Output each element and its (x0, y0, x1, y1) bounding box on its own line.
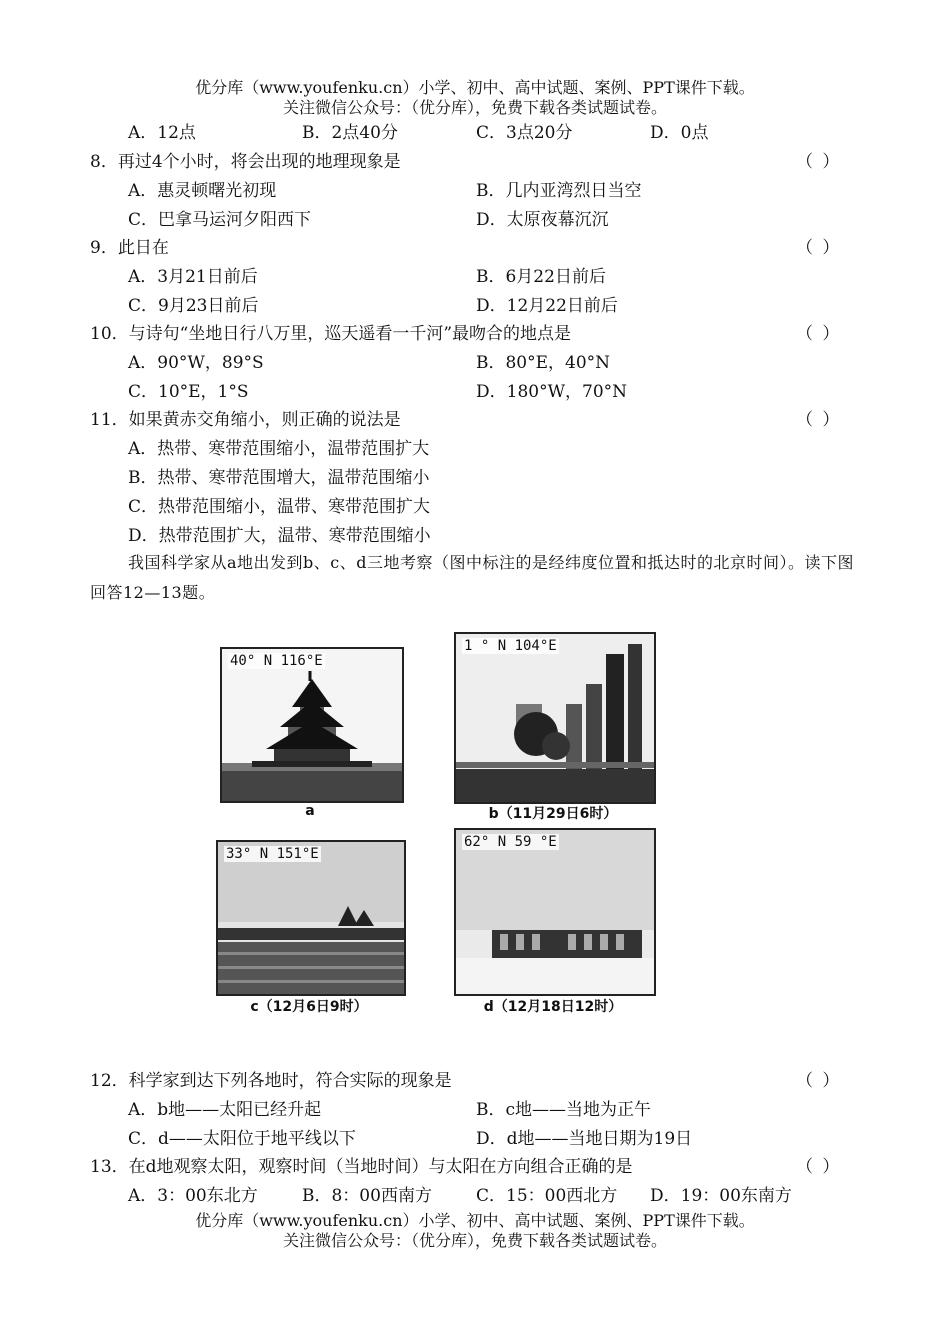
passage (90, 548, 860, 608)
q13-stem: 13．在d地观察太阳，观察时间（当地时间）与太阳在方向组合正确的是 (90, 1157, 633, 1177)
photo-d (454, 828, 656, 996)
q10-stem: 10．与诗句“坐地日行八万里，巡天遥看一千河”最吻合的地点是 (90, 324, 572, 344)
q12-option-d: D．d地——当地日期为19日 (476, 1129, 693, 1149)
q8-option-b: B．几内亚湾烈日当空 (476, 181, 642, 201)
q11-option-a: A．热带、寒带范围缩小，温带范围扩大 (128, 439, 430, 459)
q9-option-c: C．9月23日前后 (128, 296, 259, 316)
q8-option-d: D．太原夜幕沉沉 (476, 210, 609, 230)
q10-option-c: C．10°E，1°S (128, 382, 249, 402)
q11-option-b: B．热带、寒带范围增大，温带范围缩小 (128, 468, 430, 488)
q13-answer-bracket: （ ） (796, 1157, 842, 1177)
q13-option-c: C．15：00西北方 (476, 1186, 618, 1206)
q10-option-b: B．80°E，40°N (476, 353, 611, 373)
q12-option-a: A．b地——太阳已经升起 (128, 1100, 322, 1120)
q9-stem: 9．此日在 (90, 238, 169, 258)
q8-answer-bracket: （ ） (796, 152, 842, 172)
q7-option-b: B．2点40分 (302, 123, 398, 143)
q13-option-d: D．19：00东南方 (650, 1186, 792, 1206)
q11-answer-bracket: （ ） (796, 410, 842, 430)
photo-d-caption: d（12月18日12时） (483, 999, 623, 1015)
q13-option-a: A．3：00东北方 (128, 1186, 258, 1206)
q8-option-c: C．巴拿马运河夕阳西下 (128, 210, 312, 230)
q13-option-b: B．8：00西南方 (302, 1186, 432, 1206)
q8-option-a: A．惠灵顿曙光初现 (128, 181, 277, 201)
header-line-2: 关注微信公众号：（优分库），免费下载各类试题试卷。 (282, 98, 667, 117)
q7-option-a: A．12点 (128, 123, 196, 143)
q10-answer-bracket: （ ） (796, 324, 842, 344)
photo-c-caption: c（12月6日9时） (250, 999, 368, 1015)
q10-option-d: D．180°W，70°N (476, 382, 628, 402)
q12-stem: 12．科学家到达下列各地时，符合实际的现象是 (90, 1071, 452, 1091)
q9-answer-bracket: （ ） (796, 238, 842, 258)
q12-answer-bracket: （ ） (796, 1071, 842, 1091)
q9-option-d: D．12月22日前后 (476, 296, 618, 316)
footer-line-2: 关注微信公众号：（优分库），免费下载各类试题试卷。 (282, 1231, 667, 1250)
q10-option-a: A．90°W，89°S (128, 353, 264, 373)
q9-option-a: A．3月21日前后 (128, 267, 258, 287)
q11-option-d: D．热带范围扩大，温带、寒带范围缩小 (128, 526, 431, 546)
photo-b-coordinates: 1 ° N 104°E (464, 638, 557, 654)
photo-a-caption: a (305, 803, 315, 819)
q7-option-d: D．0点 (650, 123, 709, 143)
q9-option-b: B．6月22日前后 (476, 267, 606, 287)
passage-text: 我国科学家从a地出发到b、c、d三地考察（图中标注的是经纬度位置和抵达时的北京时间）。读下图回答12—13题。 (90, 553, 854, 602)
photo-a (220, 647, 404, 803)
photo-c (216, 840, 406, 996)
harbor-image (218, 842, 404, 994)
header-line-1: 优分库（www.youfenku.cn）小学、初中、高中试题、案例、PPT课件下载。 (195, 78, 755, 97)
photo-d-coordinates: 62° N 59 °E (464, 834, 557, 850)
photo-b (454, 632, 656, 804)
q7-option-c: C．3点20分 (476, 123, 573, 143)
temple-of-heaven-image (222, 649, 402, 801)
q12-option-b: B．c地——当地为正午 (476, 1100, 652, 1120)
photo-b-caption: b（11月29日6时） (488, 806, 618, 822)
snowy-building-image (456, 830, 654, 994)
q11-stem: 11．如果黄赤交角缩小，则正确的说法是 (90, 410, 401, 430)
photo-a-coordinates: 40° N 116°E (230, 653, 323, 669)
q11-option-c: C．热带范围缩小，温带、寒带范围扩大 (128, 497, 431, 517)
footer-line-1: 优分库（www.youfenku.cn）小学、初中、高中试题、案例、PPT课件下载。 (195, 1211, 755, 1230)
q12-option-c: C．d——太阳位于地平线以下 (128, 1129, 356, 1149)
photo-c-coordinates: 33° N 151°E (226, 846, 319, 862)
city-skyline-image (456, 634, 654, 802)
q8-stem: 8．再过4个小时，将会出现的地理现象是 (90, 152, 401, 172)
